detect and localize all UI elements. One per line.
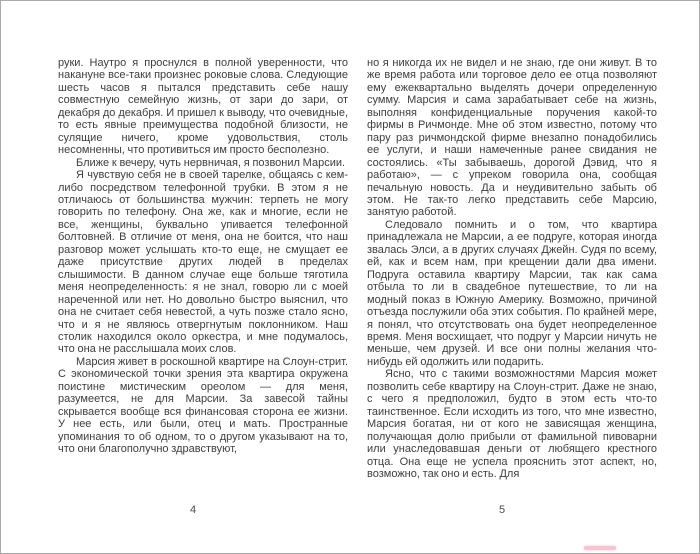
- page-number-left: 4: [189, 504, 197, 516]
- book-page-right: [367, 57, 657, 480]
- paragraph: Следовало помнить и о том, что квартира принадлежала не Марсии, а ее подруге, которая иногда звалась Элси, а в других случаях Джейн. Судя по всему, ей, как и всем нам, при крещении дали два имени. Подруга оставила квартиру Марсии, так как сама отбыла то ли в свадебное путешествие, то ли на модный показ в Южную Америку. Возможно, причиной отъезда послужили оба этих события. По крайней мере, я понял, что отсутствовать она будет неопределенное время. Меня восхищает, что подруг у Марсии ничуть не меньше, чем друзей. И все они полны желания что-нибудь ей одолжить или подарить.: [367, 218, 657, 368]
- book-page-left: [58, 57, 348, 456]
- page-number-right: 5: [498, 504, 506, 516]
- paragraph: Я чувствую себя не в своей тарелке, общаясь с кем-либо посредством телефонной трубки. В этом я не отличаюсь от большинства мужчин: терпеть не могу говорить по телефону. Она же, как и многие, если не все, женщины, буквально упивается телефонной болтовней. В отличие от меня, она не боится, что наш разговор может услышать кто-то еще, не смущает ее даже присутствие других людей в пределах слышимости. В данном случае еще больше тяготила меня неопределенность: я не знал, говорю ли с моей нареченной или нет. Но довольно быстро выяснил, что она не считает себя невестой, а чуть позже стало ясно, что и я не являюсь отвергнутым поклонником. Наш столик находился около оркестра, и мне подумалось, что она не расслышала моих слов.: [58, 169, 348, 356]
- paragraph: Ясно, что с такими возможностями Марсия может позволить себе квартиру на Слоун-стрит. Даже не знаю, с чего я предположил, будто в этом есть что-то таинственное. Если исходить из того, что мне известно, Марсия богатая, ни от кого не зависящая женщина, получающая долю прибыли от фамильной пивоварни или унаследовавшая деньги от любящего крестного отца. Она еще не успела прояснить этот аспект, но, возможно, так оно и есть. Для: [367, 368, 657, 480]
- highlight-marker: [584, 546, 616, 550]
- paragraph: но я никогда их не видел и не знаю, где они живут. В то же время работа или торговое дело ее отца позволяют ему ежеквартально выделять дочери определенную сумму. Марсия и сама зарабатывает себе на жизнь, выполняя конфиденциальные поручения какой-то фирмы в Ричмонде. Мне об этом известно, потому что пару раз ричмондской фирме внезапно понадобились ее услуги, и наши намеченные ранее свидания не состоялись. «Ты забываешь, дорогой Дэвид, что я работаю», — с упреком говорила она, сообщая печальную новость. Да и неудивительно забыть об этом. Не так-то легко представить себе Марсию, занятую работой.: [367, 57, 657, 219]
- paragraph: руки. Наутро я проснулся в полной уверенности, что накануне все-таки произнес роковые слова. Следующие шесть часов я пытался представить себе нашу совместную семейную жизнь, от зари до зари, от декабря до декабря. И пришел к выводу, что очевидные, то есть явные преимущества подобной близости, не сулящие ничего, кроме удовольствия, столь несомненны, что противиться им просто бесполезно.: [58, 57, 348, 157]
- paragraph: Ближе к вечеру, чуть нервничая, я позвонил Марсии.: [76, 156, 346, 169]
- paragraph: Марсия живет в роскошной квартире на Слоун-стрит. С экономической точки зрения эта квартира окружена поистине мистическим ореолом — для меня, разумеется, не для Марсии. За завесой тайны скрывается вообще вся финансовая сторона ее жизни. У нее есть, или были, отец и мать. Пространные упоминания то об одном, то о другом указывают на то, что они благополучно здравствуют,: [58, 355, 348, 456]
